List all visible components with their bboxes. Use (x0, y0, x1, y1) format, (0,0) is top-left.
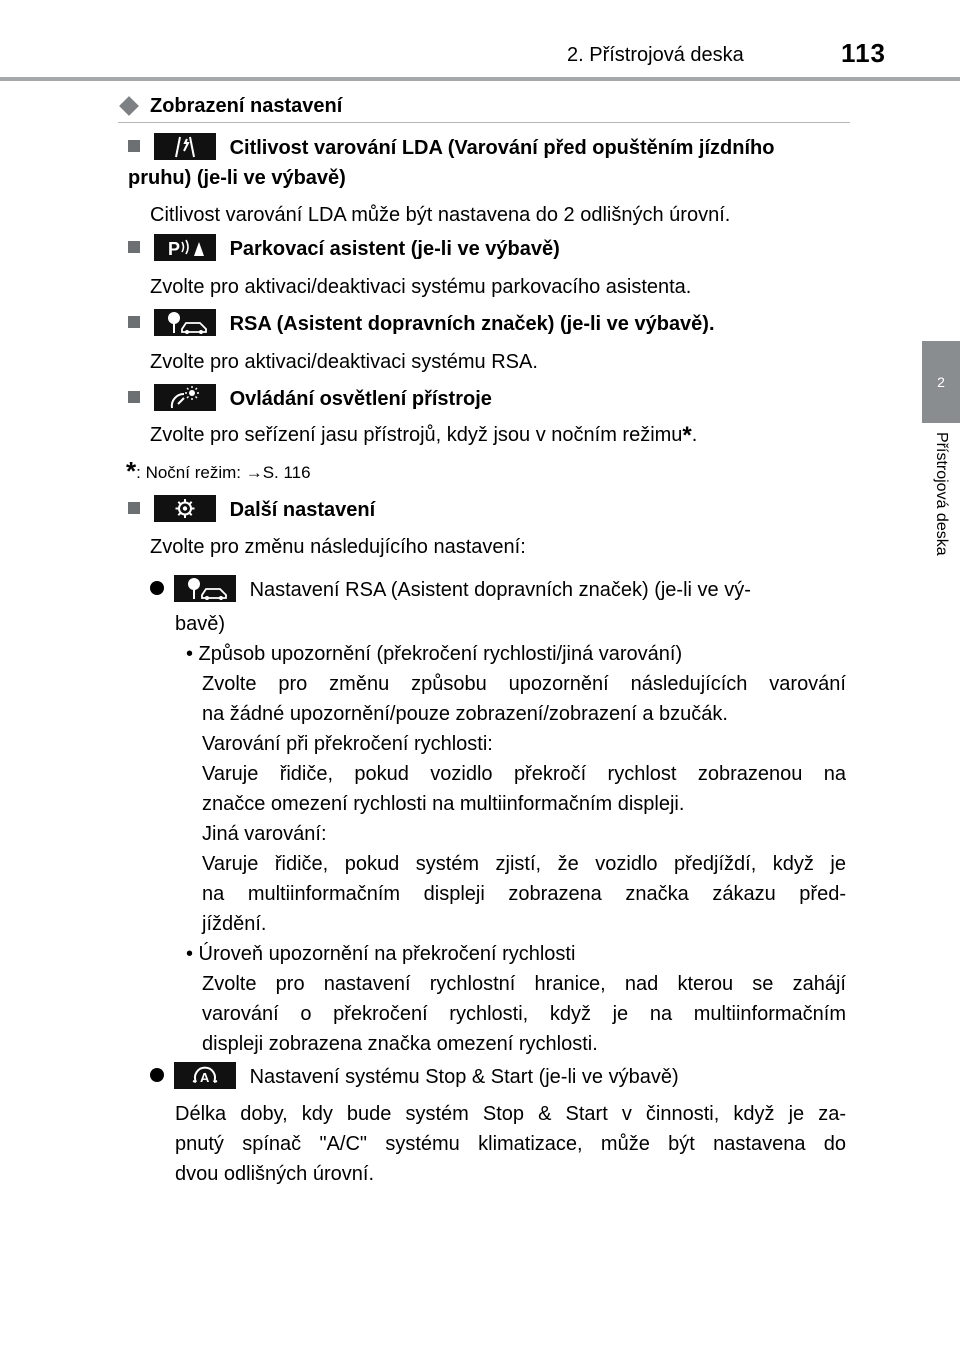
gear-icon (154, 495, 216, 522)
chapter-tab-label: Přístrojová deska (933, 432, 950, 556)
setting-desc-parking: Zvolte pro aktivaci/deaktivaci systému parkovacího asistenta. (150, 276, 692, 298)
parking-assist-icon (154, 234, 216, 261)
footnote-marker: * (682, 422, 692, 449)
setting-title-other: Další nastavení (229, 499, 376, 521)
bullet-notification-method-body: Zvolte pro změnu způsobu upozornění následujících varování na žádné upozornění/pouze zobrazení/zobrazení a bzučák. Varování při překročení rychlosti: Varuje řidiče, pokud vozidlo překročí rychlost zobrazenou na značce omezení rychlosti na multiinformačním displeji. Jiná varování: Varuje řidiče, pokud systém zjistí, že vozidlo předjíždí, když je na multiinformačním displeji zobrazena značka zákazu před- jíždění. (202, 673, 846, 935)
sub-item-stop-start (150, 1062, 850, 1092)
setting-item-rsa (128, 309, 850, 339)
header-rule (0, 77, 960, 81)
svg-text:P: P (168, 239, 181, 259)
sub-item-stop-start-body: Délka doby, kdy bude systém Stop & Start v činnosti, když je za- pnutý spínač "A/C" systému klimatizace, může být nastavena do dvou odlišných úrovní. (175, 1103, 846, 1185)
setting-desc-lda: Citlivost varování LDA může být nastavena do 2 odlišných úrovní. (150, 204, 731, 226)
page-number: 113 (841, 38, 886, 68)
diamond-bullet-icon (119, 96, 139, 116)
bullet-speed-warning-level-body: Zvolte pro nastavení rychlostní hranice, nad kterou se zahájí varování o překročení rychlosti, když je na multiinformačním displeji zobrazena značka omezení rychlosti. (202, 973, 846, 1055)
square-bullet-icon (128, 502, 140, 514)
square-bullet-icon (128, 316, 140, 328)
road-sign-assist-icon (174, 575, 236, 602)
setting-desc-rsa: Zvolte pro aktivaci/deaktivaci systému RSA. (150, 351, 538, 373)
sub-item-stop-start-title: Nastavení systému Stop & Start (je-li ve výbavě) (249, 1066, 679, 1088)
section-heading (118, 90, 850, 123)
instrument-light-icon (154, 384, 216, 411)
circle-bullet-icon (150, 581, 164, 595)
lane-departure-icon (154, 133, 216, 160)
square-bullet-icon (128, 391, 140, 403)
square-bullet-icon (128, 241, 140, 253)
setting-desc-instrument-light: Zvolte pro seřízení jasu přístrojů, když jsou v nočním režimu*. (150, 422, 698, 449)
setting-title-parking: Parkovací asistent (je-li ve výbavě) (229, 238, 560, 260)
svg-text:A: A (200, 1070, 210, 1085)
sub-item-rsa (150, 575, 850, 605)
setting-item-other (128, 495, 850, 525)
bullet-speed-warning-level: • Úroveň upozornění na překročení rychlosti (186, 943, 576, 965)
setting-desc-other: Zvolte pro změnu následujícího nastavení: (150, 536, 526, 558)
chapter-tab (922, 341, 960, 423)
bullet-notification-method: • Způsob upozornění (překročení rychlosti/jiná varování) (186, 643, 683, 665)
setting-item-parking (128, 234, 850, 264)
chapter-tab-number: 2 (937, 374, 945, 390)
square-bullet-icon (128, 140, 140, 152)
running-header: 2. Přístrojová deska (567, 44, 744, 66)
stop-start-icon (174, 1062, 236, 1089)
circle-bullet-icon (150, 1068, 164, 1082)
setting-title-instrument-light: Ovládání osvětlení přístroje (229, 388, 492, 410)
setting-item-lda (128, 133, 850, 193)
setting-item-instrument-light (128, 384, 850, 414)
footnote: *: Noční režim: →S. 116 (126, 456, 311, 486)
setting-title-rsa: RSA (Asistent dopravních značek) (je-li ve výbavě). (229, 313, 715, 335)
section-title: Zobrazení nastavení (150, 94, 343, 117)
sub-item-rsa-title-cont: bavě) (175, 613, 226, 635)
setting-title-lda: Citlivost varování LDA (Varování před opuštěním jízdního (229, 137, 775, 159)
sub-item-rsa-title: Nastavení RSA (Asistent dopravních značek) (je-li ve vý- (249, 579, 751, 601)
road-sign-assist-icon (154, 309, 216, 336)
setting-title-lda-cont: pruhu) (je-li ve výbavě) (128, 167, 346, 189)
